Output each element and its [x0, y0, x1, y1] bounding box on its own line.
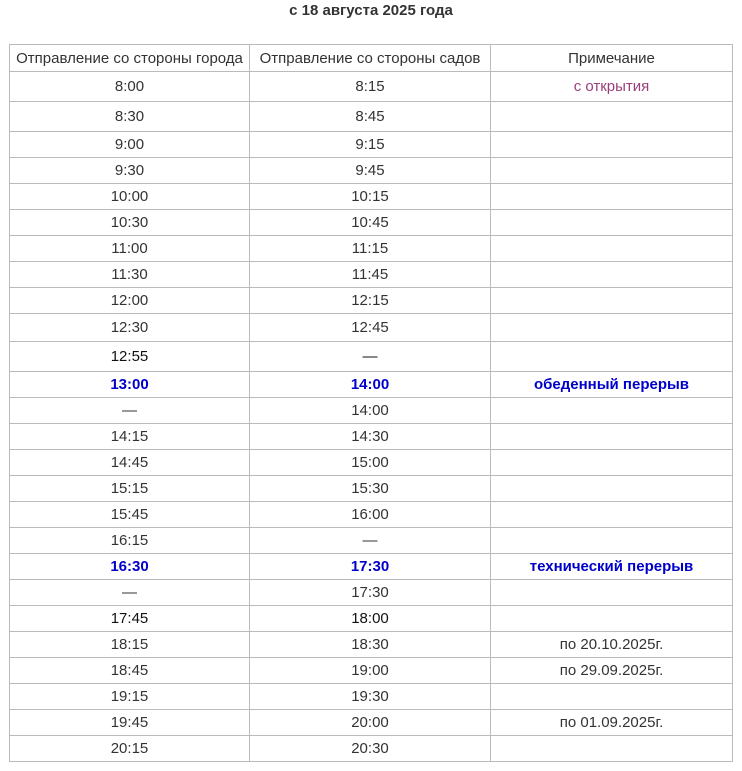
- cell-city: 10:00: [10, 184, 250, 210]
- cell-note: [491, 184, 733, 210]
- cell-city: —: [10, 580, 250, 606]
- header-note: Примечание: [491, 45, 733, 72]
- cell-note: [491, 684, 733, 710]
- cell-note: обеденный перерыв: [491, 372, 733, 398]
- table-row: [10, 262, 733, 288]
- table-row-lunch-break: [10, 372, 733, 398]
- cell-gardens: 19:00: [250, 658, 491, 684]
- table-row: [10, 184, 733, 210]
- cell-city: 19:15: [10, 684, 250, 710]
- cell-city: 8:00: [10, 72, 250, 102]
- cell-city: 13:00: [10, 372, 250, 398]
- cell-city: 12:30: [10, 314, 250, 342]
- cell-gardens: 9:45: [250, 158, 491, 184]
- cell-city: 15:45: [10, 502, 250, 528]
- cell-gardens: 14:30: [250, 424, 491, 450]
- cell-note: [491, 528, 733, 554]
- cell-city: 10:30: [10, 210, 250, 236]
- cell-note: [491, 158, 733, 184]
- cell-city: 18:45: [10, 658, 250, 684]
- cell-city: 12:55: [10, 342, 250, 372]
- table-row-tech-break: [10, 554, 733, 580]
- cell-gardens: 17:30: [250, 580, 491, 606]
- table-row: [10, 450, 733, 476]
- cell-city: 16:30: [10, 554, 250, 580]
- cell-note: [491, 262, 733, 288]
- cell-note: [491, 476, 733, 502]
- cell-city: 16:15: [10, 528, 250, 554]
- cell-gardens: —: [250, 342, 491, 372]
- cell-gardens: 19:30: [250, 684, 491, 710]
- header-gardens: Отправление со стороны садов: [250, 45, 491, 72]
- cell-gardens: 10:15: [250, 184, 491, 210]
- cell-gardens: 20:30: [250, 736, 491, 762]
- table-row: [10, 736, 733, 762]
- cell-city: 20:15: [10, 736, 250, 762]
- table-row: [10, 528, 733, 554]
- cell-gardens: 10:45: [250, 210, 491, 236]
- cell-city: 12:00: [10, 288, 250, 314]
- cell-note: [491, 288, 733, 314]
- cell-note: [491, 314, 733, 342]
- cell-city: 17:45: [10, 606, 250, 632]
- table-row: [10, 72, 733, 102]
- table-row: [10, 342, 733, 372]
- cell-gardens: 14:00: [250, 372, 491, 398]
- cell-city: 14:45: [10, 450, 250, 476]
- table-row: [10, 314, 733, 342]
- table-row: [10, 502, 733, 528]
- table-row: [10, 658, 733, 684]
- cell-note: [491, 342, 733, 372]
- cell-city: 11:00: [10, 236, 250, 262]
- cell-gardens: 11:45: [250, 262, 491, 288]
- cell-note: по 20.10.2025г.: [491, 632, 733, 658]
- cell-note: [491, 236, 733, 262]
- cell-gardens: 12:45: [250, 314, 491, 342]
- cell-city: 19:45: [10, 710, 250, 736]
- cell-gardens: 12:15: [250, 288, 491, 314]
- cell-city: 18:15: [10, 632, 250, 658]
- cell-note: [491, 210, 733, 236]
- header-city: Отправление со стороны города: [10, 45, 250, 72]
- table-row: [10, 684, 733, 710]
- cell-gardens: 20:00: [250, 710, 491, 736]
- table-row: [10, 710, 733, 736]
- cell-city: —: [10, 398, 250, 424]
- table-row: [10, 158, 733, 184]
- cell-gardens: 15:30: [250, 476, 491, 502]
- cell-gardens: 14:00: [250, 398, 491, 424]
- cell-note: [491, 398, 733, 424]
- table-row: [10, 580, 733, 606]
- cell-gardens: 9:15: [250, 132, 491, 158]
- table-row: [10, 632, 733, 658]
- cell-note: по 29.09.2025г.: [491, 658, 733, 684]
- cell-note: [491, 132, 733, 158]
- table-row: [10, 288, 733, 314]
- cell-gardens: 16:00: [250, 502, 491, 528]
- cell-note: по 01.09.2025г.: [491, 710, 733, 736]
- table-row: [10, 236, 733, 262]
- cell-gardens: 15:00: [250, 450, 491, 476]
- table-header-row: [10, 45, 733, 72]
- cell-note: [491, 736, 733, 762]
- cell-note: [491, 502, 733, 528]
- schedule-table: [9, 44, 733, 762]
- cell-note: технический перерыв: [491, 554, 733, 580]
- cell-note: [491, 450, 733, 476]
- table-row: [10, 398, 733, 424]
- cell-city: 11:30: [10, 262, 250, 288]
- cell-gardens: 8:45: [250, 102, 491, 132]
- cell-gardens: 11:15: [250, 236, 491, 262]
- cell-gardens: 17:30: [250, 554, 491, 580]
- cell-city: 15:15: [10, 476, 250, 502]
- cell-city: 9:00: [10, 132, 250, 158]
- cell-note: [491, 424, 733, 450]
- table-row: [10, 210, 733, 236]
- cell-city: 8:30: [10, 102, 250, 132]
- cell-note: [491, 606, 733, 632]
- table-row: [10, 102, 733, 132]
- cell-note: [491, 102, 733, 132]
- table-row: [10, 424, 733, 450]
- cell-note: [491, 580, 733, 606]
- cell-gardens: —: [250, 528, 491, 554]
- cell-note: с открытия: [491, 72, 733, 102]
- cell-city: 14:15: [10, 424, 250, 450]
- table-row: [10, 606, 733, 632]
- table-row: [10, 132, 733, 158]
- cell-gardens: 18:30: [250, 632, 491, 658]
- schedule-title: с 18 августа 2025 года: [289, 2, 453, 19]
- table-row: [10, 476, 733, 502]
- cell-city: 9:30: [10, 158, 250, 184]
- cell-gardens: 18:00: [250, 606, 491, 632]
- cell-gardens: 8:15: [250, 72, 491, 102]
